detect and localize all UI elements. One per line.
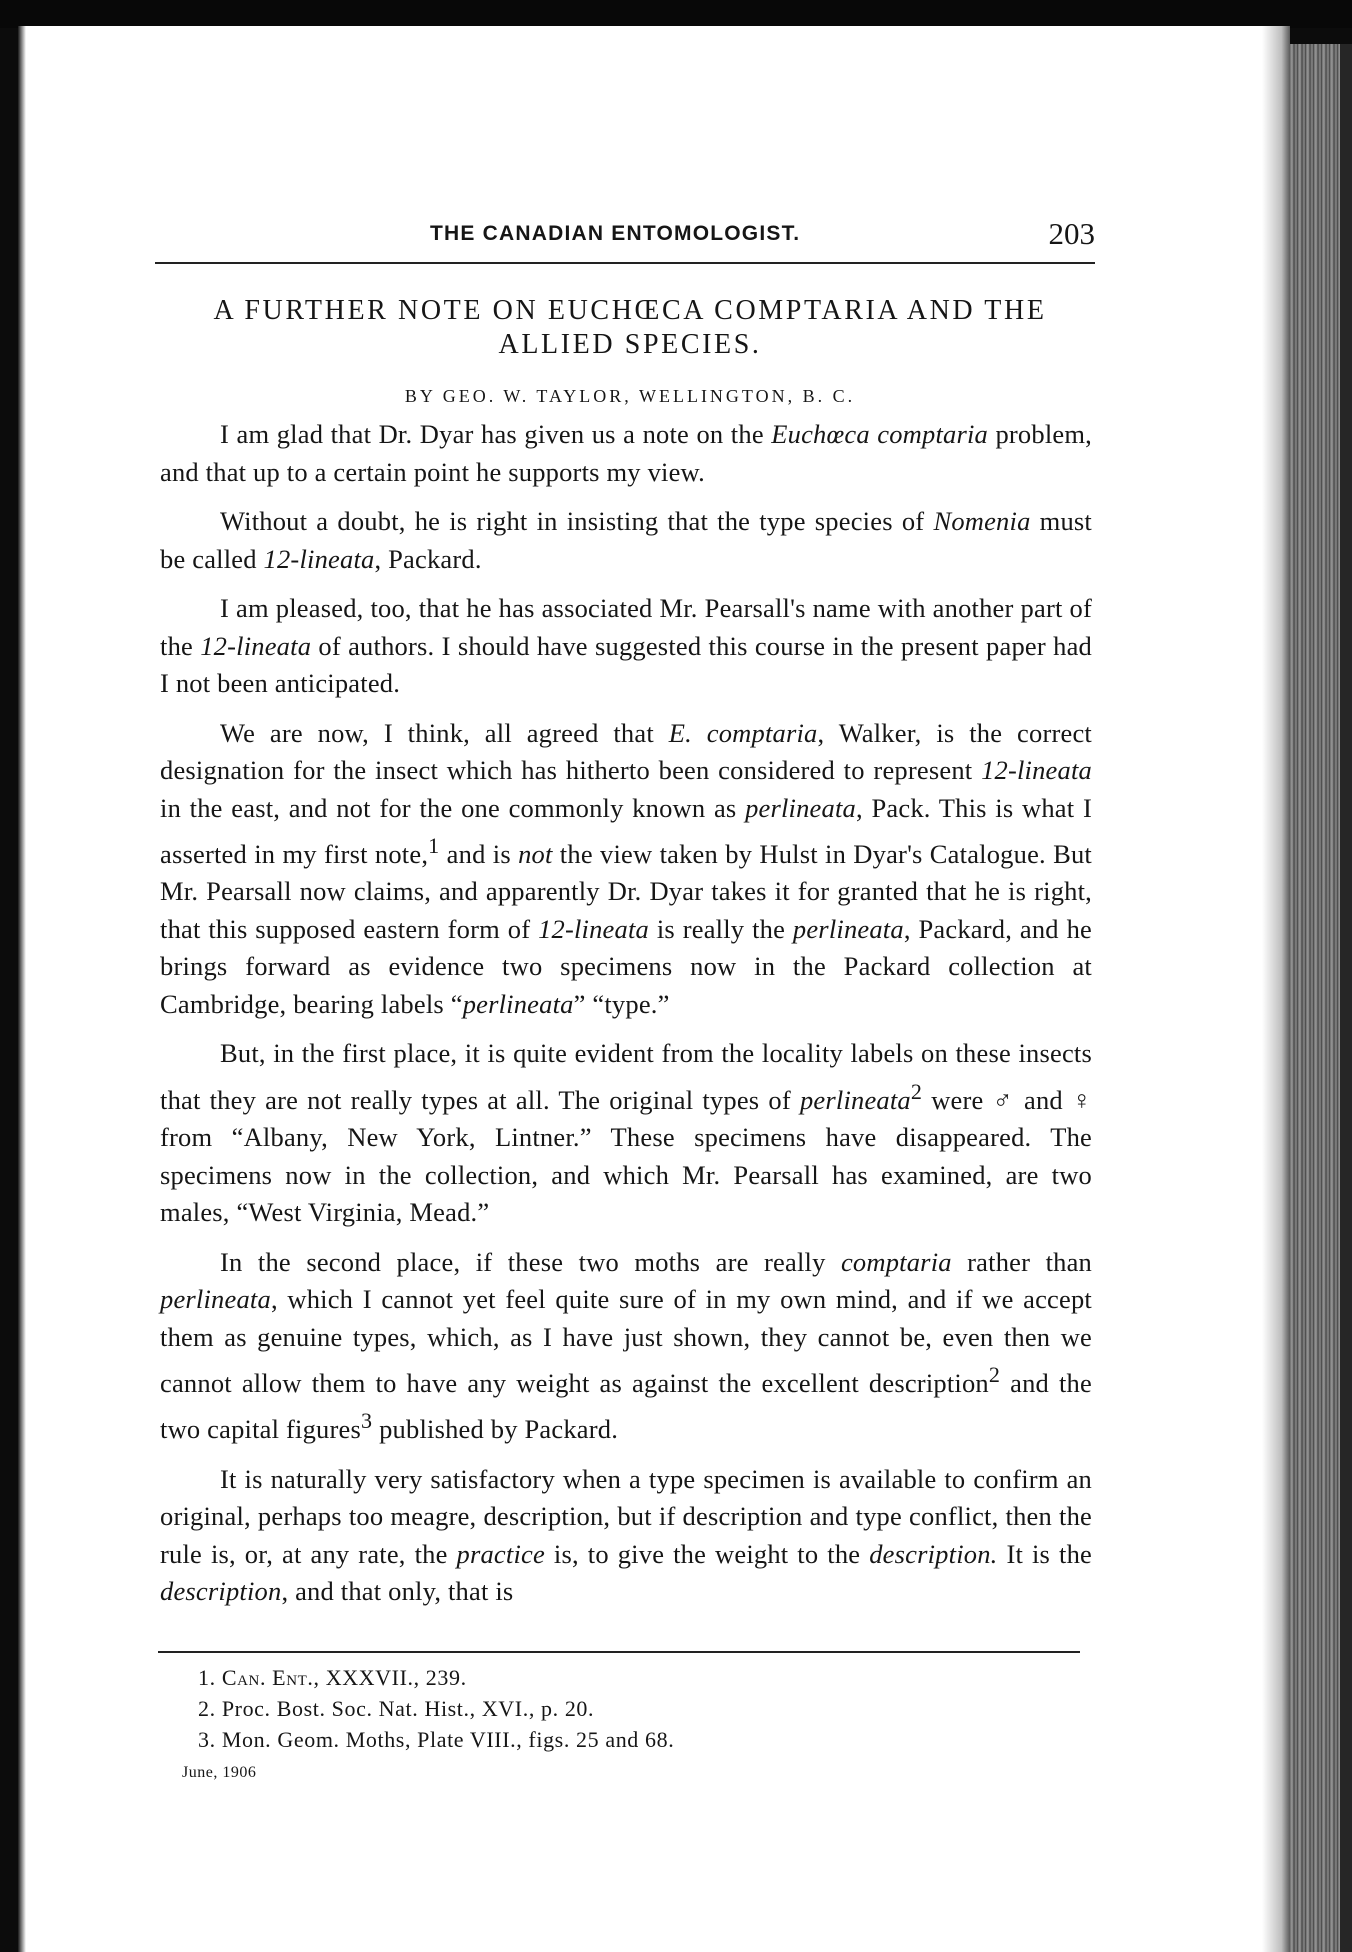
paragraph-1: I am glad that Dr. Dyar has given us a note on the Euchœca comptaria problem, and that up to a certain point he supports my view. [160,419,1092,487]
footnote-ref-2b: 2 [988,1362,1001,1388]
byline: BY GEO. W. TAYLOR, WELLINGTON, B. C. [404,386,856,406]
article-title [165,294,1095,362]
page-right-shadow [1262,26,1290,1952]
page-number: 203 [1048,216,1095,251]
footnote-ref-2: 2 [910,1078,923,1104]
paragraph-6: In the second place, if these two moths are really comptaria rather than perlineata, which I cannot yet feel quite sure of in my own mind, and if we accept them as genuine types, which, as I have just shown, they cannot be, even then we cannot allow them to have any weight as against the excellent description$^2$ and the two capital figures$^3$ published by Packard. [160,1246,1093,1445]
header-rule [155,262,1095,264]
paragraph-4: We are now, I think, all agreed that E. comptaria, Walker, is the correct designation for the insect which has hitherto been considered to represent 12-lineata in the east, and not for the one commonly known as perlineata, Pack. This is what I asserted in my first note,$^1$ and is not the view taken by Hulst in Dyar's Catalogue. But Mr. Pearsall now claims, and apparently Dr. Dyar takes it for granted that he is right, that this supposed eastern form of 12-lineata is really the perlineata, Packard, and he brings forward as evidence two specimens now in the Packard collection at Cambridge, bearing labels “perlineata” “type.” [160,717,1093,1019]
footnote-rule [158,1651,1080,1653]
title-line-2: ALLIED SPECIES. [498,329,762,360]
footnote-1: 1. Can. Ent., XXXVII., 239. [198,1665,467,1690]
running-header [160,218,1095,258]
footnote-2: 2. Proc. Bost. Soc. Nat. Hist., XVI., p. 20. [198,1696,595,1721]
scan-top-border [0,0,1352,28]
journal-title: THE CANADIAN ENTOMOLOGIST. [430,222,801,245]
paragraph-5: But, in the first place, it is quite evident from the locality labels on these insects that they are not really types at all. The original types of perlineata$^2$ were ♂ and ♀ from “Albany, New York, Lintner.” These specimens have disappeared. The specimens now in the collection, and which Mr. Pearsall has examined, are two males, “West Virginia, Mead.” [160,1038,1092,1228]
paragraph-3: I am pleased, too, that he has associated Mr. Pearsall's name with another part of the 12-lineata of authors. I should have suggested this course in the present paper had I not been anticipated. [160,593,1092,698]
issue-date: June, 1906 [182,1764,257,1781]
paragraph-7: It is naturally very satisfactory when a type specimen is available to confirm an original, perhaps too meagre, description, but if description and type conflict, then the rule is, or, at any rate, the practice is, to give the weight to the description. It is the description, and that only, that is [160,1463,1092,1607]
footnote-ref-1: 1 [428,833,440,858]
footnote-3: 3. Mon. Geom. Moths, Plate VIII., figs. 25 and 68. [198,1727,675,1752]
article-body [160,416,1092,1623]
footnotes [198,1662,1078,1755]
page-gutter-shadow [18,26,26,1952]
footnote-ref-3: 3 [361,1408,373,1434]
book-fore-edge-shadow [1340,44,1352,1952]
paragraph-2: Without a doubt, he is right in insisting that the type species of Nomenia must be called 12-lineata, Packard. [160,506,1092,574]
title-line-1: A FURTHER NOTE ON EUCHŒCA COMPTARIA AND THE [213,295,1047,326]
